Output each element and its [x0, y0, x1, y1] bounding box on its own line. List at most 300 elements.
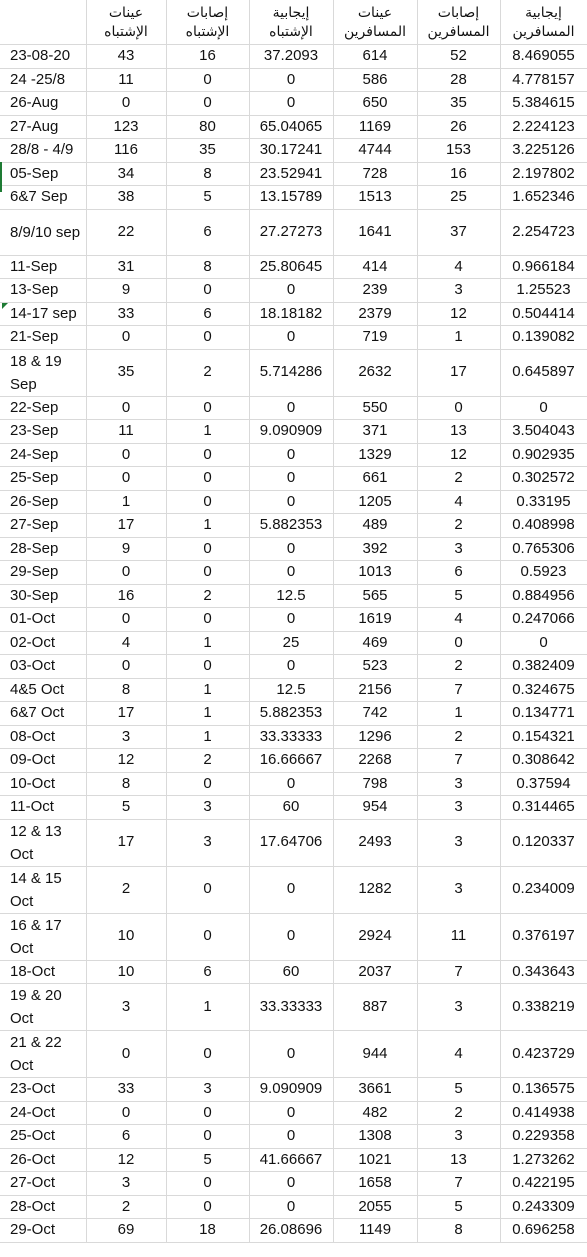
- value-cell[interactable]: 0: [166, 279, 249, 303]
- value-cell[interactable]: 65.04065: [249, 115, 333, 139]
- value-cell[interactable]: 3: [417, 1125, 500, 1149]
- date-cell[interactable]: 21 & 22 Oct: [0, 1031, 86, 1078]
- value-cell[interactable]: 1: [166, 631, 249, 655]
- value-cell[interactable]: 0.884956: [500, 584, 587, 608]
- value-cell[interactable]: 60: [249, 796, 333, 820]
- value-cell[interactable]: 586: [333, 68, 417, 92]
- value-cell[interactable]: 469: [333, 631, 417, 655]
- value-cell[interactable]: 33.33333: [249, 984, 333, 1031]
- date-cell[interactable]: 6&7 Oct: [0, 702, 86, 726]
- column-header[interactable]: إيجابية الإشتباه: [249, 0, 333, 45]
- date-cell[interactable]: 22-Sep: [0, 396, 86, 420]
- date-cell[interactable]: 16 & 17 Oct: [0, 913, 86, 960]
- value-cell[interactable]: 52: [417, 45, 500, 69]
- value-cell[interactable]: 12: [417, 443, 500, 467]
- value-cell[interactable]: 17: [86, 702, 166, 726]
- value-cell[interactable]: 0: [166, 772, 249, 796]
- date-cell[interactable]: 05-Sep: [0, 162, 86, 186]
- value-cell[interactable]: 2632: [333, 349, 417, 396]
- value-cell[interactable]: 0: [166, 467, 249, 491]
- date-cell[interactable]: 4&5 Oct: [0, 678, 86, 702]
- value-cell[interactable]: 2.254723: [500, 209, 587, 255]
- date-cell[interactable]: 25-Oct: [0, 1125, 86, 1149]
- date-cell[interactable]: 8/9/10 sep: [0, 209, 86, 255]
- value-cell[interactable]: 22: [86, 209, 166, 255]
- value-cell[interactable]: 1329: [333, 443, 417, 467]
- value-cell[interactable]: 0: [86, 608, 166, 632]
- value-cell[interactable]: 1013: [333, 561, 417, 585]
- value-cell[interactable]: 0.33195: [500, 490, 587, 514]
- value-cell[interactable]: 0: [86, 443, 166, 467]
- value-cell[interactable]: 482: [333, 1101, 417, 1125]
- value-cell[interactable]: 371: [333, 420, 417, 444]
- value-cell[interactable]: 4: [417, 608, 500, 632]
- value-cell[interactable]: 489: [333, 514, 417, 538]
- value-cell[interactable]: 31: [86, 255, 166, 279]
- value-cell[interactable]: 2: [86, 866, 166, 913]
- value-cell[interactable]: 3: [417, 772, 500, 796]
- value-cell[interactable]: 0: [249, 772, 333, 796]
- value-cell[interactable]: 0: [166, 537, 249, 561]
- value-cell[interactable]: 30.17241: [249, 139, 333, 163]
- value-cell[interactable]: 3: [417, 819, 500, 866]
- value-cell[interactable]: 8: [417, 1219, 500, 1243]
- column-header[interactable]: عينات الإشتباه: [86, 0, 166, 45]
- value-cell[interactable]: 1.25523: [500, 279, 587, 303]
- value-cell[interactable]: 7: [417, 678, 500, 702]
- value-cell[interactable]: 1021: [333, 1148, 417, 1172]
- value-cell[interactable]: 8.469055: [500, 45, 587, 69]
- value-cell[interactable]: 2268: [333, 749, 417, 773]
- value-cell[interactable]: 1.652346: [500, 186, 587, 210]
- value-cell[interactable]: 0.414938: [500, 1101, 587, 1125]
- date-cell[interactable]: 27-Sep: [0, 514, 86, 538]
- value-cell[interactable]: 4744: [333, 139, 417, 163]
- date-cell[interactable]: 11-Sep: [0, 255, 86, 279]
- date-cell[interactable]: 24 -25/8: [0, 68, 86, 92]
- value-cell[interactable]: 0: [249, 913, 333, 960]
- value-cell[interactable]: 2: [166, 349, 249, 396]
- value-cell[interactable]: 3: [417, 866, 500, 913]
- value-cell[interactable]: 13.15789: [249, 186, 333, 210]
- value-cell[interactable]: 25.80645: [249, 255, 333, 279]
- date-cell[interactable]: 18 & 19 Sep: [0, 349, 86, 396]
- value-cell[interactable]: 9.090909: [249, 1078, 333, 1102]
- value-cell[interactable]: 6: [166, 302, 249, 326]
- value-cell[interactable]: 3: [417, 984, 500, 1031]
- value-cell[interactable]: 0: [166, 396, 249, 420]
- value-cell[interactable]: 0: [166, 1125, 249, 1149]
- value-cell[interactable]: 2.197802: [500, 162, 587, 186]
- value-cell[interactable]: 742: [333, 702, 417, 726]
- value-cell[interactable]: 18: [166, 1219, 249, 1243]
- value-cell[interactable]: 0.422195: [500, 1172, 587, 1196]
- date-cell[interactable]: 01-Oct: [0, 608, 86, 632]
- value-cell[interactable]: 0.120337: [500, 819, 587, 866]
- value-cell[interactable]: 0.423729: [500, 1031, 587, 1078]
- date-cell[interactable]: 03-Oct: [0, 655, 86, 679]
- value-cell[interactable]: 17.64706: [249, 819, 333, 866]
- value-cell[interactable]: 2: [417, 725, 500, 749]
- value-cell[interactable]: 11: [86, 420, 166, 444]
- value-cell[interactable]: 8: [166, 255, 249, 279]
- value-cell[interactable]: 27.27273: [249, 209, 333, 255]
- date-cell[interactable]: 6&7 Sep: [0, 186, 86, 210]
- value-cell[interactable]: 5.882353: [249, 702, 333, 726]
- value-cell[interactable]: 6: [166, 209, 249, 255]
- value-cell[interactable]: 1: [417, 702, 500, 726]
- value-cell[interactable]: 1: [166, 702, 249, 726]
- value-cell[interactable]: 11: [417, 913, 500, 960]
- value-cell[interactable]: 10: [86, 960, 166, 984]
- value-cell[interactable]: 944: [333, 1031, 417, 1078]
- value-cell[interactable]: 0.308642: [500, 749, 587, 773]
- value-cell[interactable]: 0: [249, 326, 333, 350]
- value-cell[interactable]: 116: [86, 139, 166, 163]
- value-cell[interactable]: 0.966184: [500, 255, 587, 279]
- value-cell[interactable]: 1: [417, 326, 500, 350]
- value-cell[interactable]: 0: [249, 490, 333, 514]
- column-header[interactable]: عينات المسافرين: [333, 0, 417, 45]
- value-cell[interactable]: 26: [417, 115, 500, 139]
- date-cell[interactable]: 23-Sep: [0, 420, 86, 444]
- value-cell[interactable]: 0: [249, 1101, 333, 1125]
- value-cell[interactable]: 0.376197: [500, 913, 587, 960]
- date-cell[interactable]: 02-Oct: [0, 631, 86, 655]
- value-cell[interactable]: 0: [249, 92, 333, 116]
- value-cell[interactable]: 2: [166, 749, 249, 773]
- value-cell[interactable]: 0.247066: [500, 608, 587, 632]
- value-cell[interactable]: 1: [166, 725, 249, 749]
- value-cell[interactable]: 0: [166, 92, 249, 116]
- value-cell[interactable]: 0.504414: [500, 302, 587, 326]
- value-cell[interactable]: 2924: [333, 913, 417, 960]
- value-cell[interactable]: 0.765306: [500, 537, 587, 561]
- value-cell[interactable]: 35: [417, 92, 500, 116]
- value-cell[interactable]: 5: [166, 186, 249, 210]
- value-cell[interactable]: 16: [417, 162, 500, 186]
- value-cell[interactable]: 34: [86, 162, 166, 186]
- value-cell[interactable]: 1205: [333, 490, 417, 514]
- value-cell[interactable]: 0: [417, 396, 500, 420]
- value-cell[interactable]: 5.384615: [500, 92, 587, 116]
- value-cell[interactable]: 523: [333, 655, 417, 679]
- value-cell[interactable]: 2493: [333, 819, 417, 866]
- column-header[interactable]: إصابات المسافرين: [417, 0, 500, 45]
- value-cell[interactable]: 4: [86, 631, 166, 655]
- value-cell[interactable]: 2379: [333, 302, 417, 326]
- value-cell[interactable]: 0.229358: [500, 1125, 587, 1149]
- value-cell[interactable]: 0.302572: [500, 467, 587, 491]
- value-cell[interactable]: 5: [417, 1195, 500, 1219]
- value-cell[interactable]: 2156: [333, 678, 417, 702]
- value-cell[interactable]: 650: [333, 92, 417, 116]
- value-cell[interactable]: 18.18182: [249, 302, 333, 326]
- value-cell[interactable]: 5: [417, 1078, 500, 1102]
- value-cell[interactable]: 0: [166, 1195, 249, 1219]
- value-cell[interactable]: 0: [249, 1172, 333, 1196]
- value-cell[interactable]: 0: [166, 443, 249, 467]
- date-cell[interactable]: 10-Oct: [0, 772, 86, 796]
- date-cell[interactable]: 26-Sep: [0, 490, 86, 514]
- value-cell[interactable]: 2: [86, 1195, 166, 1219]
- value-cell[interactable]: 2: [417, 1101, 500, 1125]
- value-cell[interactable]: 6: [86, 1125, 166, 1149]
- value-cell[interactable]: 3661: [333, 1078, 417, 1102]
- value-cell[interactable]: 8: [86, 678, 166, 702]
- value-cell[interactable]: 4: [417, 1031, 500, 1078]
- value-cell[interactable]: 0.139082: [500, 326, 587, 350]
- value-cell[interactable]: 3: [417, 279, 500, 303]
- value-cell[interactable]: 565: [333, 584, 417, 608]
- value-cell[interactable]: 7: [417, 749, 500, 773]
- value-cell[interactable]: 0: [86, 92, 166, 116]
- value-cell[interactable]: 0.134771: [500, 702, 587, 726]
- value-cell[interactable]: 0.37594: [500, 772, 587, 796]
- value-cell[interactable]: 1: [166, 984, 249, 1031]
- value-cell[interactable]: 8: [166, 162, 249, 186]
- value-cell[interactable]: 1619: [333, 608, 417, 632]
- value-cell[interactable]: 5: [417, 584, 500, 608]
- date-cell[interactable]: 28/8 - 4/9: [0, 139, 86, 163]
- value-cell[interactable]: 0: [166, 913, 249, 960]
- value-cell[interactable]: 5: [86, 796, 166, 820]
- value-cell[interactable]: 0: [166, 490, 249, 514]
- value-cell[interactable]: 0: [166, 608, 249, 632]
- value-cell[interactable]: 0: [86, 561, 166, 585]
- value-cell[interactable]: 35: [166, 139, 249, 163]
- value-cell[interactable]: 0: [166, 866, 249, 913]
- value-cell[interactable]: 8: [86, 772, 166, 796]
- value-cell[interactable]: 0.382409: [500, 655, 587, 679]
- value-cell[interactable]: 5: [166, 1148, 249, 1172]
- value-cell[interactable]: 1658: [333, 1172, 417, 1196]
- value-cell[interactable]: 0: [166, 1101, 249, 1125]
- value-cell[interactable]: 3.504043: [500, 420, 587, 444]
- date-cell[interactable]: 26-Aug: [0, 92, 86, 116]
- value-cell[interactable]: 2037: [333, 960, 417, 984]
- value-cell[interactable]: 37.2093: [249, 45, 333, 69]
- value-cell[interactable]: 33: [86, 1078, 166, 1102]
- value-cell[interactable]: 23.52941: [249, 162, 333, 186]
- date-cell[interactable]: 08-Oct: [0, 725, 86, 749]
- value-cell[interactable]: 1282: [333, 866, 417, 913]
- value-cell[interactable]: 0.136575: [500, 1078, 587, 1102]
- date-cell[interactable]: 24-Sep: [0, 443, 86, 467]
- value-cell[interactable]: 3: [86, 984, 166, 1031]
- value-cell[interactable]: 1641: [333, 209, 417, 255]
- value-cell[interactable]: 123: [86, 115, 166, 139]
- value-cell[interactable]: 954: [333, 796, 417, 820]
- value-cell[interactable]: 2: [417, 655, 500, 679]
- value-cell[interactable]: 2055: [333, 1195, 417, 1219]
- value-cell[interactable]: 239: [333, 279, 417, 303]
- value-cell[interactable]: 0: [249, 1195, 333, 1219]
- date-cell[interactable]: 29-Sep: [0, 561, 86, 585]
- value-cell[interactable]: 0: [249, 1125, 333, 1149]
- value-cell[interactable]: 60: [249, 960, 333, 984]
- value-cell[interactable]: 0: [249, 561, 333, 585]
- value-cell[interactable]: 0: [166, 561, 249, 585]
- value-cell[interactable]: 0.243309: [500, 1195, 587, 1219]
- value-cell[interactable]: 12: [417, 302, 500, 326]
- value-cell[interactable]: 38: [86, 186, 166, 210]
- value-cell[interactable]: 1: [166, 420, 249, 444]
- date-cell[interactable]: 13-Sep: [0, 279, 86, 303]
- value-cell[interactable]: 33: [86, 302, 166, 326]
- value-cell[interactable]: 0: [500, 396, 587, 420]
- value-cell[interactable]: 1308: [333, 1125, 417, 1149]
- date-cell[interactable]: 27-Oct: [0, 1172, 86, 1196]
- date-cell[interactable]: 12 & 13 Oct: [0, 819, 86, 866]
- value-cell[interactable]: 0.338219: [500, 984, 587, 1031]
- value-cell[interactable]: 0: [249, 396, 333, 420]
- value-cell[interactable]: 0: [166, 655, 249, 679]
- value-cell[interactable]: 0: [166, 68, 249, 92]
- value-cell[interactable]: 0.902935: [500, 443, 587, 467]
- value-cell[interactable]: 9.090909: [249, 420, 333, 444]
- value-cell[interactable]: 17: [86, 819, 166, 866]
- value-cell[interactable]: 0: [86, 396, 166, 420]
- date-cell[interactable]: 23-Oct: [0, 1078, 86, 1102]
- value-cell[interactable]: 41.66667: [249, 1148, 333, 1172]
- value-cell[interactable]: 3: [417, 796, 500, 820]
- value-cell[interactable]: 0: [417, 631, 500, 655]
- date-cell[interactable]: 23-08-20: [0, 45, 86, 69]
- value-cell[interactable]: 5.882353: [249, 514, 333, 538]
- value-cell[interactable]: 16.66667: [249, 749, 333, 773]
- value-cell[interactable]: 1: [166, 514, 249, 538]
- value-cell[interactable]: 2: [166, 584, 249, 608]
- value-cell[interactable]: 0: [86, 467, 166, 491]
- date-cell[interactable]: 24-Oct: [0, 1101, 86, 1125]
- value-cell[interactable]: 80: [166, 115, 249, 139]
- value-cell[interactable]: 43: [86, 45, 166, 69]
- value-cell[interactable]: 887: [333, 984, 417, 1031]
- date-cell[interactable]: 29-Oct: [0, 1219, 86, 1243]
- value-cell[interactable]: 0: [166, 1172, 249, 1196]
- date-cell[interactable]: 27-Aug: [0, 115, 86, 139]
- value-cell[interactable]: 0.645897: [500, 349, 587, 396]
- value-cell[interactable]: 0: [249, 467, 333, 491]
- value-cell[interactable]: 16: [166, 45, 249, 69]
- date-cell[interactable]: 26-Oct: [0, 1148, 86, 1172]
- value-cell[interactable]: 3: [86, 1172, 166, 1196]
- value-cell[interactable]: 6: [417, 561, 500, 585]
- value-cell[interactable]: 1149: [333, 1219, 417, 1243]
- date-cell[interactable]: 11-Oct: [0, 796, 86, 820]
- value-cell[interactable]: 0: [249, 443, 333, 467]
- value-cell[interactable]: 1169: [333, 115, 417, 139]
- value-cell[interactable]: 12.5: [249, 584, 333, 608]
- value-cell[interactable]: 3: [166, 819, 249, 866]
- value-cell[interactable]: 33.33333: [249, 725, 333, 749]
- value-cell[interactable]: 0: [249, 1031, 333, 1078]
- value-cell[interactable]: 0: [249, 279, 333, 303]
- value-cell[interactable]: 728: [333, 162, 417, 186]
- value-cell[interactable]: 0.234009: [500, 866, 587, 913]
- value-cell[interactable]: 0: [86, 655, 166, 679]
- value-cell[interactable]: 0.314465: [500, 796, 587, 820]
- value-cell[interactable]: 614: [333, 45, 417, 69]
- value-cell[interactable]: 0: [166, 326, 249, 350]
- value-cell[interactable]: 3: [86, 725, 166, 749]
- value-cell[interactable]: 0: [249, 537, 333, 561]
- value-cell[interactable]: 12.5: [249, 678, 333, 702]
- value-cell[interactable]: 5.714286: [249, 349, 333, 396]
- date-cell[interactable]: 28-Oct: [0, 1195, 86, 1219]
- value-cell[interactable]: 719: [333, 326, 417, 350]
- value-cell[interactable]: 4: [417, 490, 500, 514]
- value-cell[interactable]: 16: [86, 584, 166, 608]
- value-cell[interactable]: 0.154321: [500, 725, 587, 749]
- value-cell[interactable]: 550: [333, 396, 417, 420]
- value-cell[interactable]: 661: [333, 467, 417, 491]
- value-cell[interactable]: 1.273262: [500, 1148, 587, 1172]
- value-cell[interactable]: 1: [166, 678, 249, 702]
- value-cell[interactable]: 4: [417, 255, 500, 279]
- value-cell[interactable]: 37: [417, 209, 500, 255]
- value-cell[interactable]: 25: [249, 631, 333, 655]
- value-cell[interactable]: 13: [417, 1148, 500, 1172]
- value-cell[interactable]: 3: [166, 796, 249, 820]
- value-cell[interactable]: 3: [417, 537, 500, 561]
- value-cell[interactable]: 0.5923: [500, 561, 587, 585]
- value-cell[interactable]: 17: [417, 349, 500, 396]
- value-cell[interactable]: 9: [86, 279, 166, 303]
- value-cell[interactable]: 11: [86, 68, 166, 92]
- date-cell[interactable]: 18-Oct: [0, 960, 86, 984]
- value-cell[interactable]: 28: [417, 68, 500, 92]
- value-cell[interactable]: 0: [249, 655, 333, 679]
- value-cell[interactable]: 0: [166, 1031, 249, 1078]
- value-cell[interactable]: 1296: [333, 725, 417, 749]
- value-cell[interactable]: 0: [500, 631, 587, 655]
- value-cell[interactable]: 0: [86, 1101, 166, 1125]
- date-cell[interactable]: 19 & 20 Oct: [0, 984, 86, 1031]
- value-cell[interactable]: 0: [86, 326, 166, 350]
- value-cell[interactable]: 0: [249, 866, 333, 913]
- value-cell[interactable]: 414: [333, 255, 417, 279]
- value-cell[interactable]: 26.08696: [249, 1219, 333, 1243]
- value-cell[interactable]: 6: [166, 960, 249, 984]
- value-cell[interactable]: 3.225126: [500, 139, 587, 163]
- column-header[interactable]: إيجابية المسافرين: [500, 0, 587, 45]
- value-cell[interactable]: 0.408998: [500, 514, 587, 538]
- value-cell[interactable]: 12: [86, 1148, 166, 1172]
- date-cell[interactable]: 21-Sep: [0, 326, 86, 350]
- value-cell[interactable]: 798: [333, 772, 417, 796]
- value-cell[interactable]: 153: [417, 139, 500, 163]
- value-cell[interactable]: 1: [86, 490, 166, 514]
- date-cell[interactable]: 28-Sep: [0, 537, 86, 561]
- column-header[interactable]: [0, 0, 86, 45]
- value-cell[interactable]: 69: [86, 1219, 166, 1243]
- value-cell[interactable]: 17: [86, 514, 166, 538]
- date-cell[interactable]: 14-17 sep: [0, 302, 86, 326]
- date-cell[interactable]: 30-Sep: [0, 584, 86, 608]
- value-cell[interactable]: 2: [417, 467, 500, 491]
- value-cell[interactable]: 0.324675: [500, 678, 587, 702]
- value-cell[interactable]: 0: [86, 1031, 166, 1078]
- value-cell[interactable]: 1513: [333, 186, 417, 210]
- value-cell[interactable]: 0: [249, 68, 333, 92]
- date-cell[interactable]: 25-Sep: [0, 467, 86, 491]
- date-cell[interactable]: 09-Oct: [0, 749, 86, 773]
- value-cell[interactable]: 2.224123: [500, 115, 587, 139]
- value-cell[interactable]: 2: [417, 514, 500, 538]
- value-cell[interactable]: 12: [86, 749, 166, 773]
